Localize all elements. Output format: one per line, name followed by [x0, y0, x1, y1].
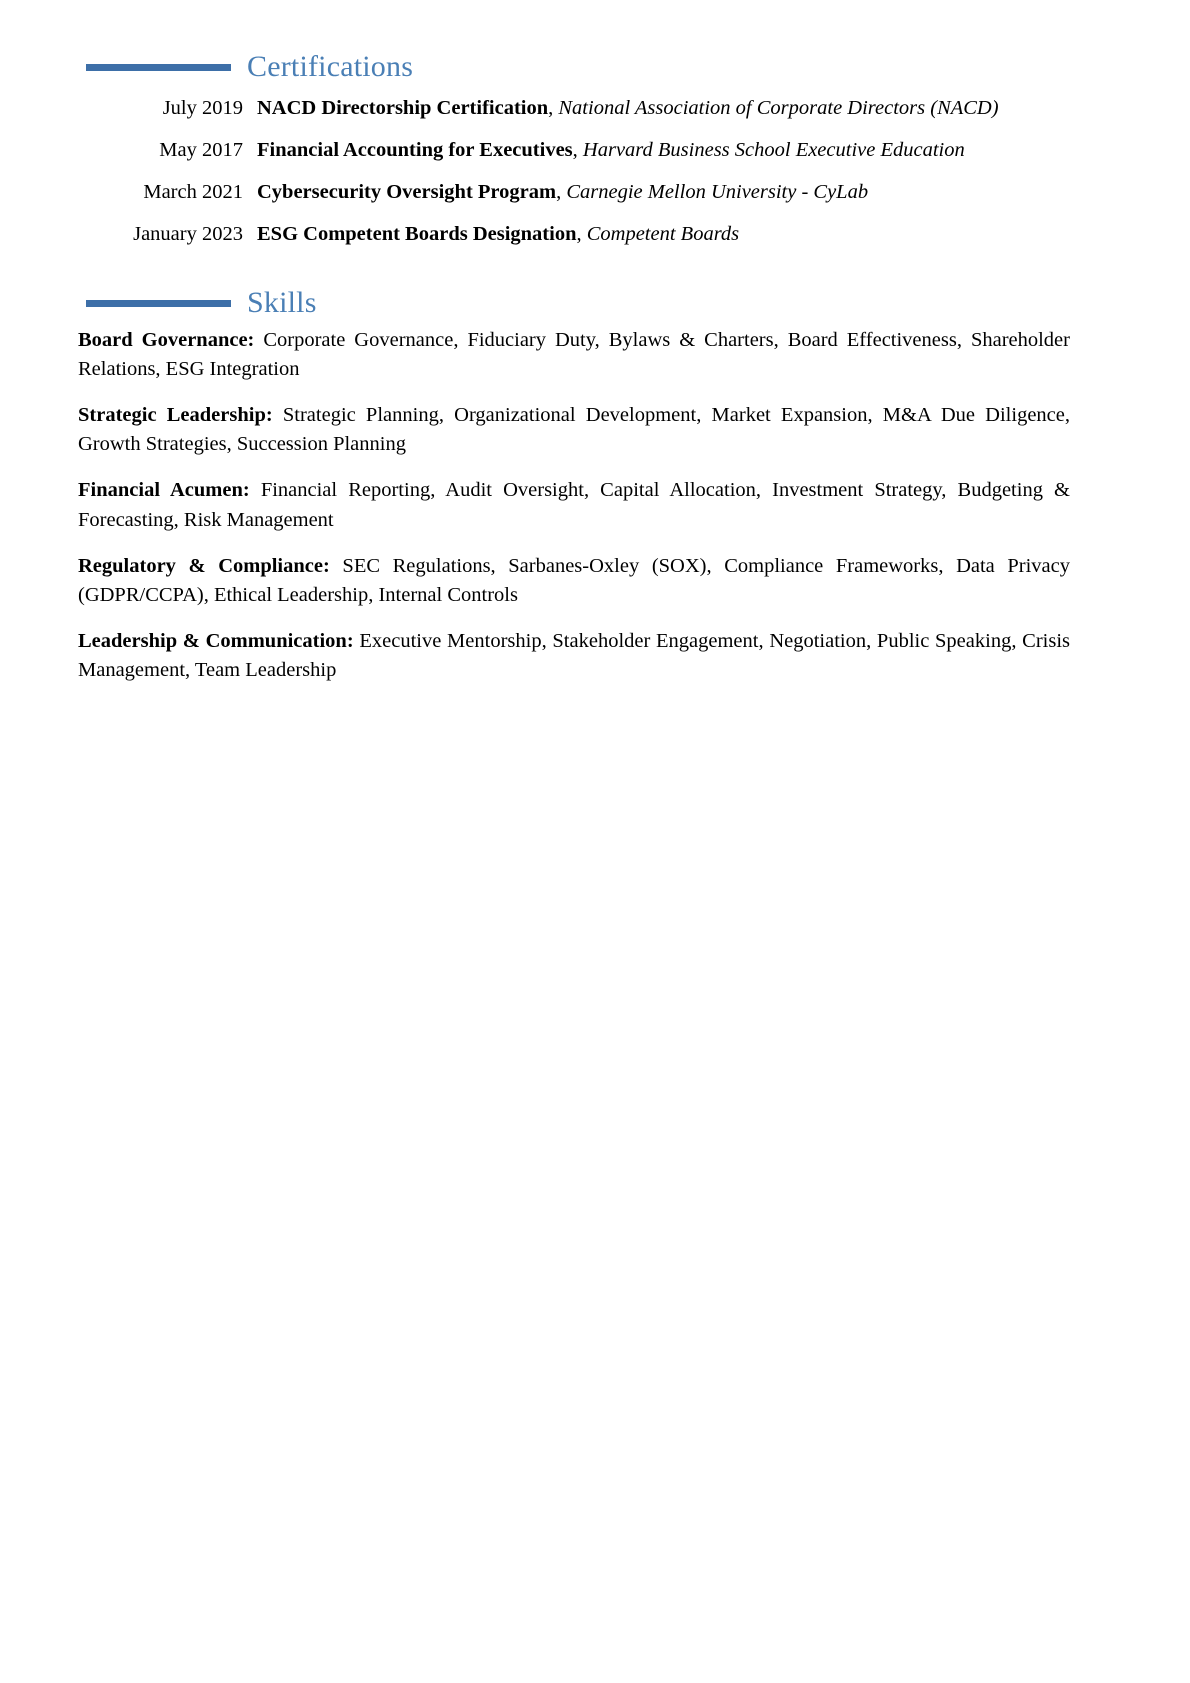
certification-row — [78, 178, 1112, 207]
skill-items: SEC Regulations, Sarbanes-Oxley (SOX), Compliance Frameworks, Data Privacy (GDPR/CCPA), Ethical Leadership, Internal Controls — [78, 554, 1070, 606]
skills-list — [78, 326, 1112, 685]
certification-details — [257, 178, 1112, 207]
certification-row — [78, 94, 1112, 123]
skill-category: Leadership & Communication: — [78, 629, 354, 652]
certification-date: July 2019 — [162, 97, 243, 119]
skill-items: Financial Reporting, Audit Oversight, Capital Allocation, Investment Strategy, Budgeting & Forecasting, Risk Management — [78, 479, 1071, 531]
skill-group — [78, 401, 1112, 459]
certifications-heading — [78, 52, 1112, 82]
certification-separator: , — [576, 223, 587, 246]
skill-category: Regulatory & Compliance: — [78, 554, 330, 577]
certifications-section — [78, 52, 1112, 249]
certification-issuer: National Association of Corporate Directors (NACD) — [558, 97, 999, 119]
certification-row — [78, 220, 1112, 249]
certification-date: January 2023 — [133, 223, 243, 246]
skill-items: Strategic Planning, Organizational Development, Market Expansion, M&A Due Diligence, Growth Strategies, Succession Planning — [78, 404, 1070, 456]
skill-category: Financial Acumen: — [78, 479, 250, 502]
certification-issuer: Competent Boards — [586, 223, 740, 246]
certifications-list — [78, 94, 1112, 249]
certification-name: Cybersecurity Oversight Program — [257, 181, 557, 204]
skill-group — [78, 552, 1112, 610]
certification-separator: , — [548, 97, 559, 119]
certification-date: March 2021 — [143, 181, 243, 204]
skill-category: Strategic Leadership: — [78, 404, 273, 427]
certification-name: NACD Directorship Certification — [257, 97, 549, 119]
certification-details — [257, 220, 1112, 249]
certification-issuer: Carnegie Mellon University - CyLab — [566, 181, 869, 204]
certification-date: May 2017 — [159, 139, 243, 162]
section-rule-accent — [86, 300, 231, 307]
certification-name: Financial Accounting for Executives — [257, 139, 573, 162]
section-title-skills: Skills — [247, 286, 317, 319]
certification-separator: , — [556, 181, 567, 204]
skills-section — [78, 288, 1112, 685]
section-title-certifications: Certifications — [247, 50, 414, 83]
skill-group — [78, 326, 1112, 384]
skill-group — [78, 627, 1112, 685]
skills-heading — [78, 288, 1112, 318]
certification-details — [257, 94, 1112, 123]
certification-separator: , — [572, 139, 583, 162]
skill-group — [78, 476, 1112, 534]
certification-details — [257, 136, 1112, 165]
certification-issuer: Harvard Business School Executive Education — [582, 139, 965, 162]
section-rule-accent — [86, 64, 231, 71]
skill-items: Corporate Governance, Fiduciary Duty, Bylaws & Charters, Board Effectiveness, Shareholder Relations, ESG Integration — [78, 329, 1070, 381]
certification-name: ESG Competent Boards Designation — [257, 223, 577, 246]
certification-row — [78, 136, 1112, 165]
skill-items: Executive Mentorship, Stakeholder Engagement, Negotiation, Public Speaking, Crisis Management, Team Leadership — [78, 629, 1071, 681]
skill-category: Board Governance: — [78, 329, 255, 351]
